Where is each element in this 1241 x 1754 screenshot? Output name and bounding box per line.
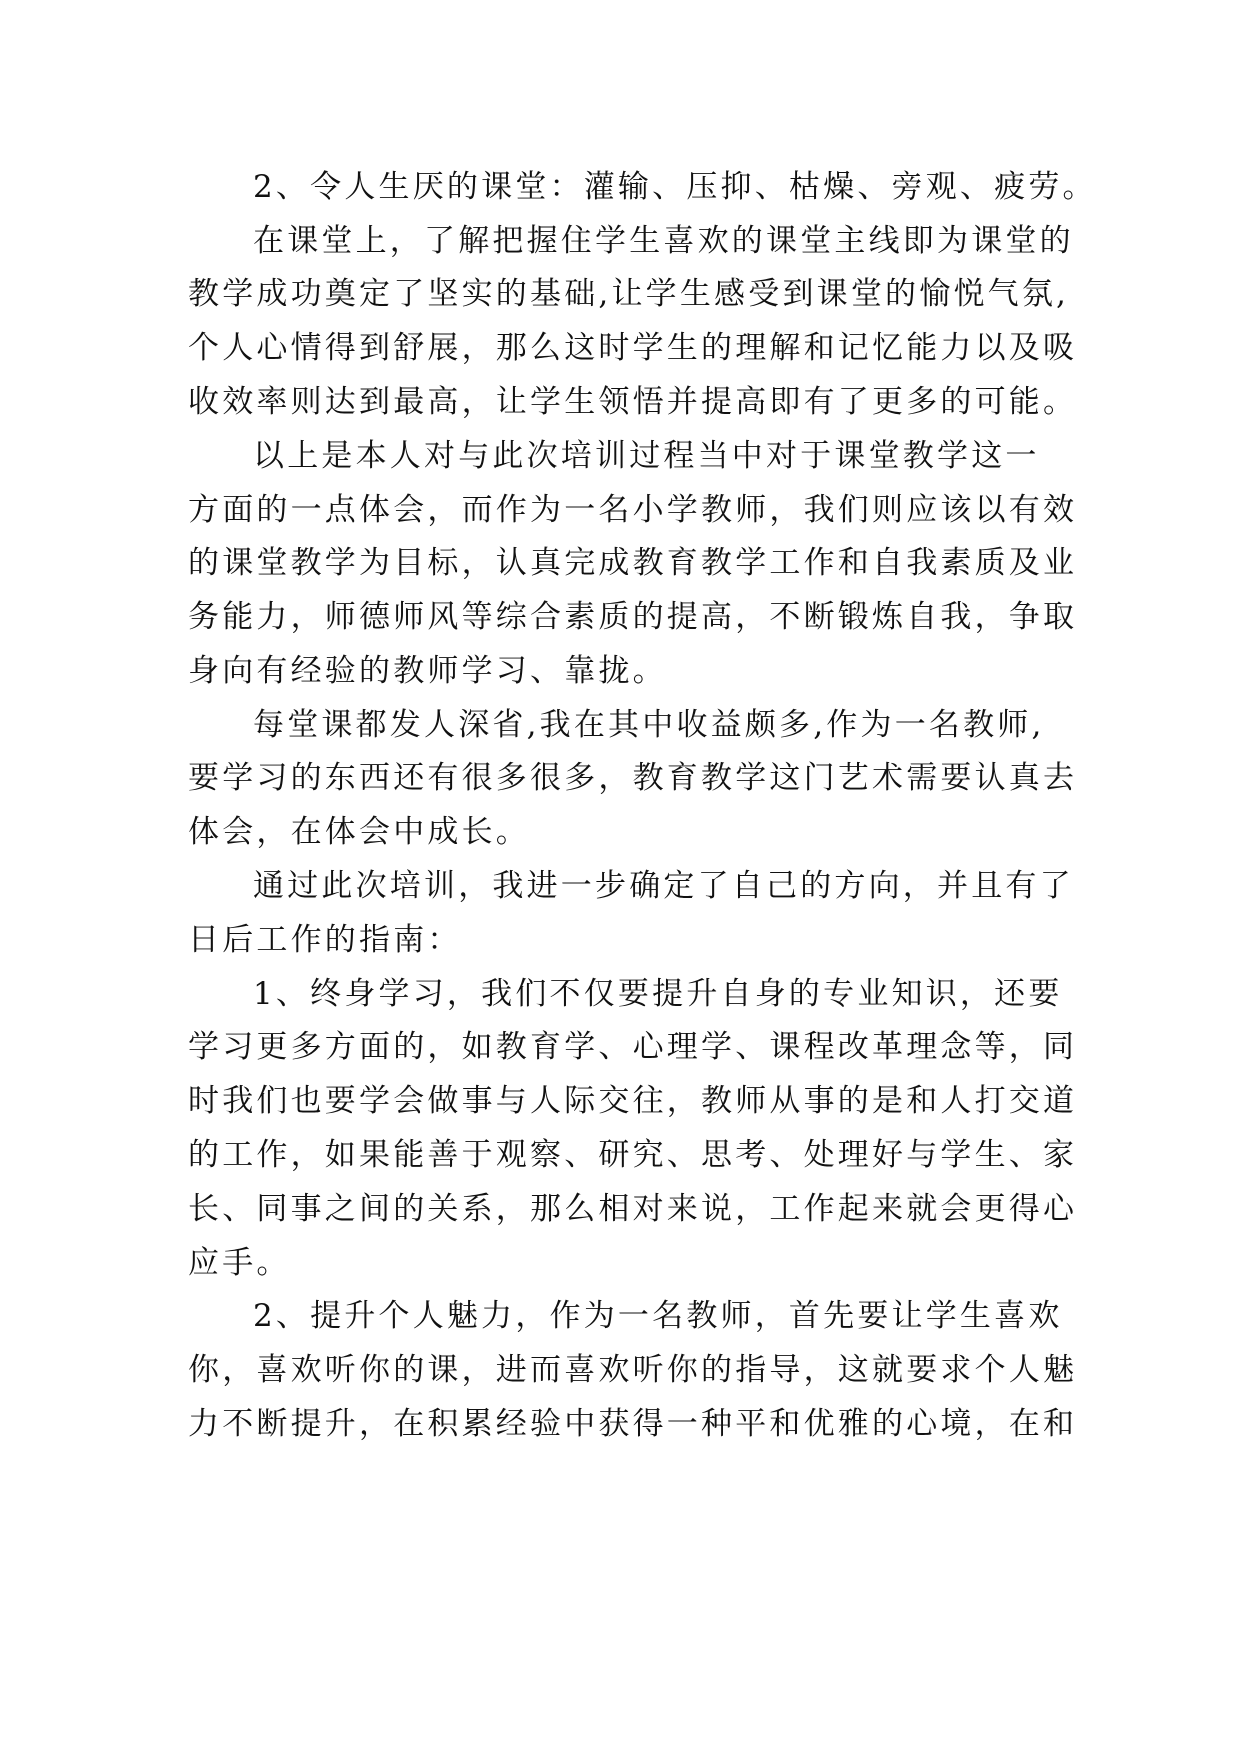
text-line: 2、提升个人魅力，作为一名教师，首先要让学生喜欢 (253, 1298, 1063, 1334)
text-line: 1、终身学习，我们不仅要提升自身的专业知识，还要 (253, 976, 1063, 1012)
text-line: 方面的一点体会，而作为一名小学教师，我们则应该以有效 (188, 492, 1078, 528)
text-line: 时我们也要学会做事与人际交往，教师从事的是和人打交道 (188, 1083, 1078, 1119)
text-line: 的工作，如果能善于观察、研究、思考、处理好与学生、家 (188, 1137, 1078, 1173)
text-line: 的课堂教学为目标，认真完成教育教学工作和自我素质及业 (188, 545, 1078, 581)
text-line: 教学成功奠定了坚实的基础,让学生感受到课堂的愉悦气氛, (188, 276, 1070, 312)
text-line: 以上是本人对与此次培训过程当中对于课堂教学这一 (253, 438, 1040, 474)
text-line: 身向有经验的教师学习、靠拢。 (188, 653, 667, 689)
text-line: 务能力，师德师风等综合素质的提高，不断锻炼自我，争取 (188, 599, 1078, 635)
text-line: 日后工作的指南： (188, 922, 462, 958)
text-line: 你，喜欢听你的课，进而喜欢听你的指导，这就要求个人魅 (188, 1352, 1078, 1388)
text-line: 要学习的东西还有很多很多，教育教学这门艺术需要认真去 (188, 760, 1078, 796)
text-line: 在课堂上，了解把握住学生喜欢的课堂主线即为课堂的 (253, 223, 1074, 259)
text-line: 学习更多方面的，如教育学、心理学、课程改革理念等，同 (188, 1029, 1078, 1065)
text-line: 应手。 (188, 1245, 291, 1281)
text-line: 通过此次培训，我进一步确定了自己的方向，并且有了 (253, 868, 1074, 904)
text-line: 收效率则达到最高，让学生领悟并提高即有了更多的可能。 (188, 384, 1078, 420)
text-line: 个人心情得到舒展，那么这时学生的理解和记忆能力以及吸 (188, 330, 1078, 366)
text-line: 力不断提升，在积累经验中获得一种平和优雅的心境，在和 (188, 1406, 1078, 1442)
text-line: 2、令人生厌的课堂：灌输、压抑、枯燥、旁观、疲劳。 (253, 169, 1097, 205)
text-line: 每堂课都发人深省,我在其中收益颇多,作为一名教师, (253, 707, 1045, 743)
text-line: 体会，在体会中成长。 (188, 814, 530, 850)
text-line: 长、同事之间的关系，那么相对来说，工作起来就会更得心 (188, 1191, 1078, 1227)
